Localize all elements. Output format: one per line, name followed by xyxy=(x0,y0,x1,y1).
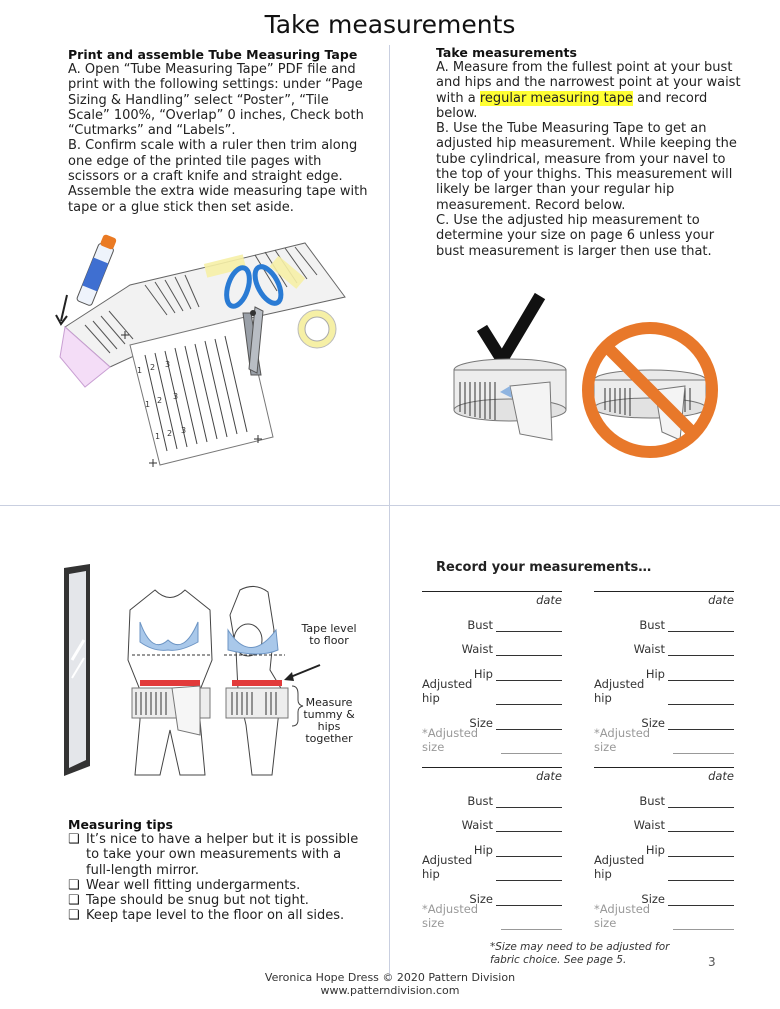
date-field[interactable]: date xyxy=(594,591,734,607)
measurement-field[interactable] xyxy=(422,783,562,808)
measurement-field[interactable] xyxy=(594,607,734,632)
tile-number-1: 1 xyxy=(137,366,143,375)
measurement-label: Adjusted hip xyxy=(594,677,645,705)
tape-level-label: Tape level to floor xyxy=(301,622,357,647)
measurement-label: Waist xyxy=(633,818,665,832)
tip-item xyxy=(68,908,368,923)
adjusted-size-field[interactable] xyxy=(594,726,734,755)
take-measurements-section xyxy=(436,45,746,259)
print-assemble-heading: Print and assemble Tube Measuring Tape xyxy=(68,47,358,62)
glue-stick-icon xyxy=(76,233,118,306)
adjusted-size-blank[interactable] xyxy=(673,918,734,930)
measuring-tips-section xyxy=(68,817,368,924)
mirror-icon xyxy=(64,564,90,776)
tile-number-3: 3 xyxy=(165,360,171,369)
adjusted-size-label: *Adjusted size xyxy=(594,726,651,754)
page-footer xyxy=(0,971,780,997)
measurement-blank[interactable] xyxy=(496,669,562,681)
tile-number-2: 2 xyxy=(150,363,156,372)
measuring-tips-heading: Measuring tips xyxy=(68,817,173,832)
footer-copyright: Veronica Hope Dress © 2020 Pattern Division xyxy=(264,971,516,984)
measurement-label: Hip xyxy=(645,842,665,857)
record-heading: Record your measurements… xyxy=(436,560,652,575)
measurement-field[interactable] xyxy=(422,808,562,833)
tip-text: Tape should be snug but not tight. xyxy=(86,893,309,909)
measurement-record-block xyxy=(422,767,562,930)
vertical-divider xyxy=(389,45,390,980)
measurement-label: Size xyxy=(469,891,493,906)
measurement-record-block xyxy=(594,591,734,754)
tile-number-3b: 3 xyxy=(173,392,179,401)
measurement-label: Waist xyxy=(461,642,493,656)
measurement-label: Bust xyxy=(639,617,665,632)
measurement-field[interactable] xyxy=(594,677,734,706)
measurement-blank[interactable] xyxy=(496,894,562,906)
adjusted-size-field[interactable] xyxy=(594,902,734,931)
measurement-label: Bust xyxy=(467,617,493,632)
checkbox-icon: ❑ xyxy=(68,877,80,893)
body-measuring-illustration xyxy=(60,560,370,780)
measurement-label: Bust xyxy=(467,793,493,808)
measurement-field[interactable] xyxy=(594,632,734,657)
measurement-label: Size xyxy=(641,891,665,906)
measurement-label: Adjusted hip xyxy=(422,853,473,881)
tile-number-3c: 3 xyxy=(181,426,187,435)
adjusted-size-label: *Adjusted size xyxy=(422,726,479,754)
measurement-blank[interactable] xyxy=(668,869,734,881)
adjusted-size-blank[interactable] xyxy=(673,742,734,754)
date-field[interactable]: date xyxy=(422,591,562,607)
checkbox-icon: ❑ xyxy=(68,832,80,847)
front-body-figure xyxy=(128,590,212,775)
measurement-blank[interactable] xyxy=(668,669,734,681)
measure-tummy-label: Measure tummy & hips together xyxy=(303,696,355,745)
take-measurements-heading: Take measurements xyxy=(436,45,577,60)
measurement-blank[interactable] xyxy=(496,869,562,881)
tip-text: Wear well fitting undergarments. xyxy=(86,877,301,893)
measurement-label: Hip xyxy=(473,842,493,857)
measurement-blank[interactable] xyxy=(668,693,734,705)
correct-tube-tape xyxy=(454,359,566,440)
measurement-blank[interactable] xyxy=(496,718,562,730)
tip-item xyxy=(68,893,368,908)
measurement-field[interactable] xyxy=(594,853,734,882)
measurement-field[interactable] xyxy=(594,783,734,808)
arrow-icon xyxy=(284,665,320,681)
measurement-label: Size xyxy=(469,715,493,730)
horizontal-divider xyxy=(0,505,780,506)
adjusted-size-field[interactable] xyxy=(422,902,562,931)
regular-tape-highlight: regular measuring tape xyxy=(479,90,633,106)
page-title: Take measurements xyxy=(264,10,516,39)
size-footnote: *Size may need to be adjusted for fabric choice. See page 5. xyxy=(490,941,670,966)
measurement-record-block xyxy=(422,591,562,754)
checkbox-icon: ❑ xyxy=(68,908,80,924)
tip-item xyxy=(68,832,368,878)
measurement-blank[interactable] xyxy=(496,693,562,705)
tip-text: It’s nice to have a helper but it is possible to take your own measurements with a full-length mirror. xyxy=(86,832,359,878)
checkbox-icon: ❑ xyxy=(68,893,80,909)
measure-step-a-text: A. Measure from the fullest point at your bust and hips and the narrowest point at your waist with a xyxy=(436,60,741,106)
measurement-blank[interactable] xyxy=(668,796,734,808)
measurement-label: Size xyxy=(641,715,665,730)
print-assemble-section xyxy=(68,47,368,215)
measurement-label: Waist xyxy=(633,642,665,656)
measurement-label: Hip xyxy=(473,666,493,681)
adjusted-size-blank[interactable] xyxy=(501,918,562,930)
date-field[interactable]: date xyxy=(422,767,562,783)
measurement-blank[interactable] xyxy=(668,644,734,656)
measurement-field[interactable] xyxy=(422,632,562,657)
measurement-blank[interactable] xyxy=(496,644,562,656)
measurement-blank[interactable] xyxy=(668,718,734,730)
measurement-field[interactable] xyxy=(422,677,562,706)
tape-roll-icon xyxy=(298,310,336,348)
measure-step-b: B. Use the Tube Measuring Tape to get an adjusted hip measurement. While keeping the tube cylindrical, measure from your navel to the top of your thighs. This measurement will likely be larger than your regular hip measurement. Record below. xyxy=(436,121,737,213)
measurement-blank[interactable] xyxy=(668,620,734,632)
tip-item xyxy=(68,878,368,893)
page-number: 3 xyxy=(708,955,716,969)
measurement-label: Adjusted hip xyxy=(422,677,473,705)
tile-number-2b: 2 xyxy=(157,396,163,405)
tube-tape-comparison-illustration xyxy=(440,290,740,470)
measurement-blank[interactable] xyxy=(496,796,562,808)
adjusted-size-label: *Adjusted size xyxy=(594,902,651,930)
print-step-b: B. Confirm scale with a ruler then trim along one edge of the printed tile pages with scissors or a craft knife and straight edge. Assemble the extra wide measuring tape with tape or a glue stick then set aside. xyxy=(68,138,368,215)
side-body-figure xyxy=(224,586,288,775)
adjusted-size-blank[interactable] xyxy=(501,742,562,754)
measurement-blank[interactable] xyxy=(668,845,734,857)
measurement-blank[interactable] xyxy=(496,845,562,857)
measure-step-a xyxy=(436,60,746,121)
tip-text: Keep tape level to the floor on all sides. xyxy=(86,908,345,924)
measurement-blank[interactable] xyxy=(496,820,562,832)
date-field[interactable]: date xyxy=(594,767,734,783)
measurement-field[interactable] xyxy=(594,808,734,833)
measurement-blank[interactable] xyxy=(668,894,734,906)
measurement-label: Waist xyxy=(461,818,493,832)
measurement-field[interactable] xyxy=(422,853,562,882)
measure-step-c: C. Use the adjusted hip measurement to determine your size on page 6 unless your bust measurement is larger then use that. xyxy=(436,212,715,259)
measure-step-a-end: and record below. xyxy=(436,90,708,121)
print-step-a: A. Open “Tube Measuring Tape” PDF file and print with the following settings: under “Page Sizing & Handling” select “Poster”, “Tile Scale” 100%, “Overlap” 0 inches, Check both “Cutmarks” and “Labels”. xyxy=(68,62,364,139)
measurement-blank[interactable] xyxy=(668,820,734,832)
tile-number-1b: 1 xyxy=(145,400,151,409)
measurement-label: Adjusted hip xyxy=(594,853,645,881)
tape-assembly-illustration xyxy=(55,225,355,475)
checkmark-icon xyxy=(482,296,540,360)
measurement-record-block xyxy=(594,767,734,930)
measurement-field[interactable] xyxy=(422,607,562,632)
measurement-blank[interactable] xyxy=(496,620,562,632)
measurement-label: Bust xyxy=(639,793,665,808)
tile-number-2c: 2 xyxy=(167,429,173,438)
footer-url: www.patterndivision.com xyxy=(320,984,460,997)
tile-number-1c: 1 xyxy=(155,432,161,441)
measurement-label: Hip xyxy=(645,666,665,681)
adjusted-size-field[interactable] xyxy=(422,726,562,755)
adjusted-size-label: *Adjusted size xyxy=(422,902,479,930)
